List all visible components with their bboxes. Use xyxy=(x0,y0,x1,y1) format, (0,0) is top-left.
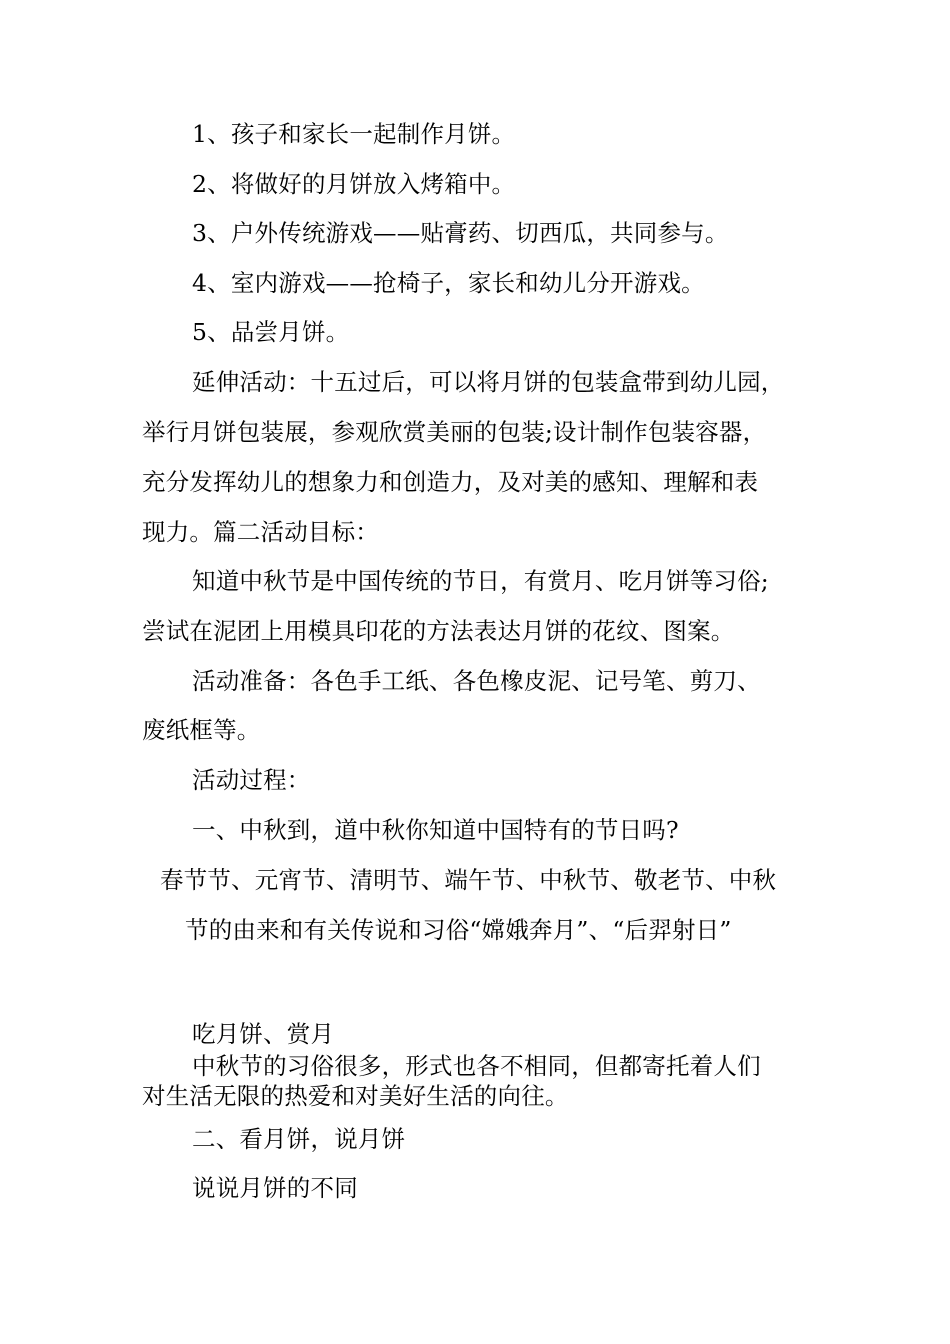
text-line: 5、品尝月饼。 xyxy=(192,318,350,346)
text-line: 说说月饼的不同 xyxy=(192,1174,358,1202)
text-line: 活动过程： xyxy=(192,766,311,794)
text-line: 4、室内游戏——抢椅子，家长和幼儿分开游戏。 xyxy=(192,269,705,297)
text-line: 春节节、元宵节、清明节、端午节、中秋节、敬老节、中秋 xyxy=(160,866,777,894)
text-line: 现力。篇二活动目标： xyxy=(142,518,379,546)
text-line: 2、将做好的月饼放入烤箱中。 xyxy=(192,170,516,198)
text-line: 尝试在泥团上用模具印花的方法表达月饼的花纹、图案。 xyxy=(142,617,735,645)
text-line: 3、户外传统游戏——贴膏药、切西瓜，共同参与。 xyxy=(192,219,729,247)
text-line: 活动准备：各色手工纸、各色橡皮泥、记号笔、剪刀、 xyxy=(192,667,761,695)
text-line: 1、孩子和家长一起制作月饼。 xyxy=(192,120,516,148)
text-line: 举行月饼包装展，参观欣赏美丽的包装;设计制作包装容器， xyxy=(142,418,767,446)
text-line: 对生活无限的热爱和对美好生活的向往。 xyxy=(142,1082,569,1110)
text-line: 废纸框等。 xyxy=(142,716,261,744)
text-line: 知道中秋节是中国传统的节日，有赏月、吃月饼等习俗; xyxy=(192,567,769,595)
text-line: 一、中秋到，道中秋你知道中国特有的节日吗? xyxy=(192,816,679,844)
text-line: 节的由来和有关传说和习俗“嫦娥奔月”、“后羿射日” xyxy=(185,916,732,944)
text-line: 延伸活动：十五过后，可以将月饼的包装盒带到幼儿园， xyxy=(192,368,785,396)
text-line: 吃月饼、赏月 xyxy=(192,1020,335,1048)
text-line: 二、看月饼，说月饼 xyxy=(192,1125,406,1153)
text-line: 中秋节的习俗很多，形式也各不相同，但都寄托着人们 xyxy=(192,1052,761,1080)
text-line: 充分发挥幼儿的想象力和创造力，及对美的感知、理解和表 xyxy=(142,468,759,496)
